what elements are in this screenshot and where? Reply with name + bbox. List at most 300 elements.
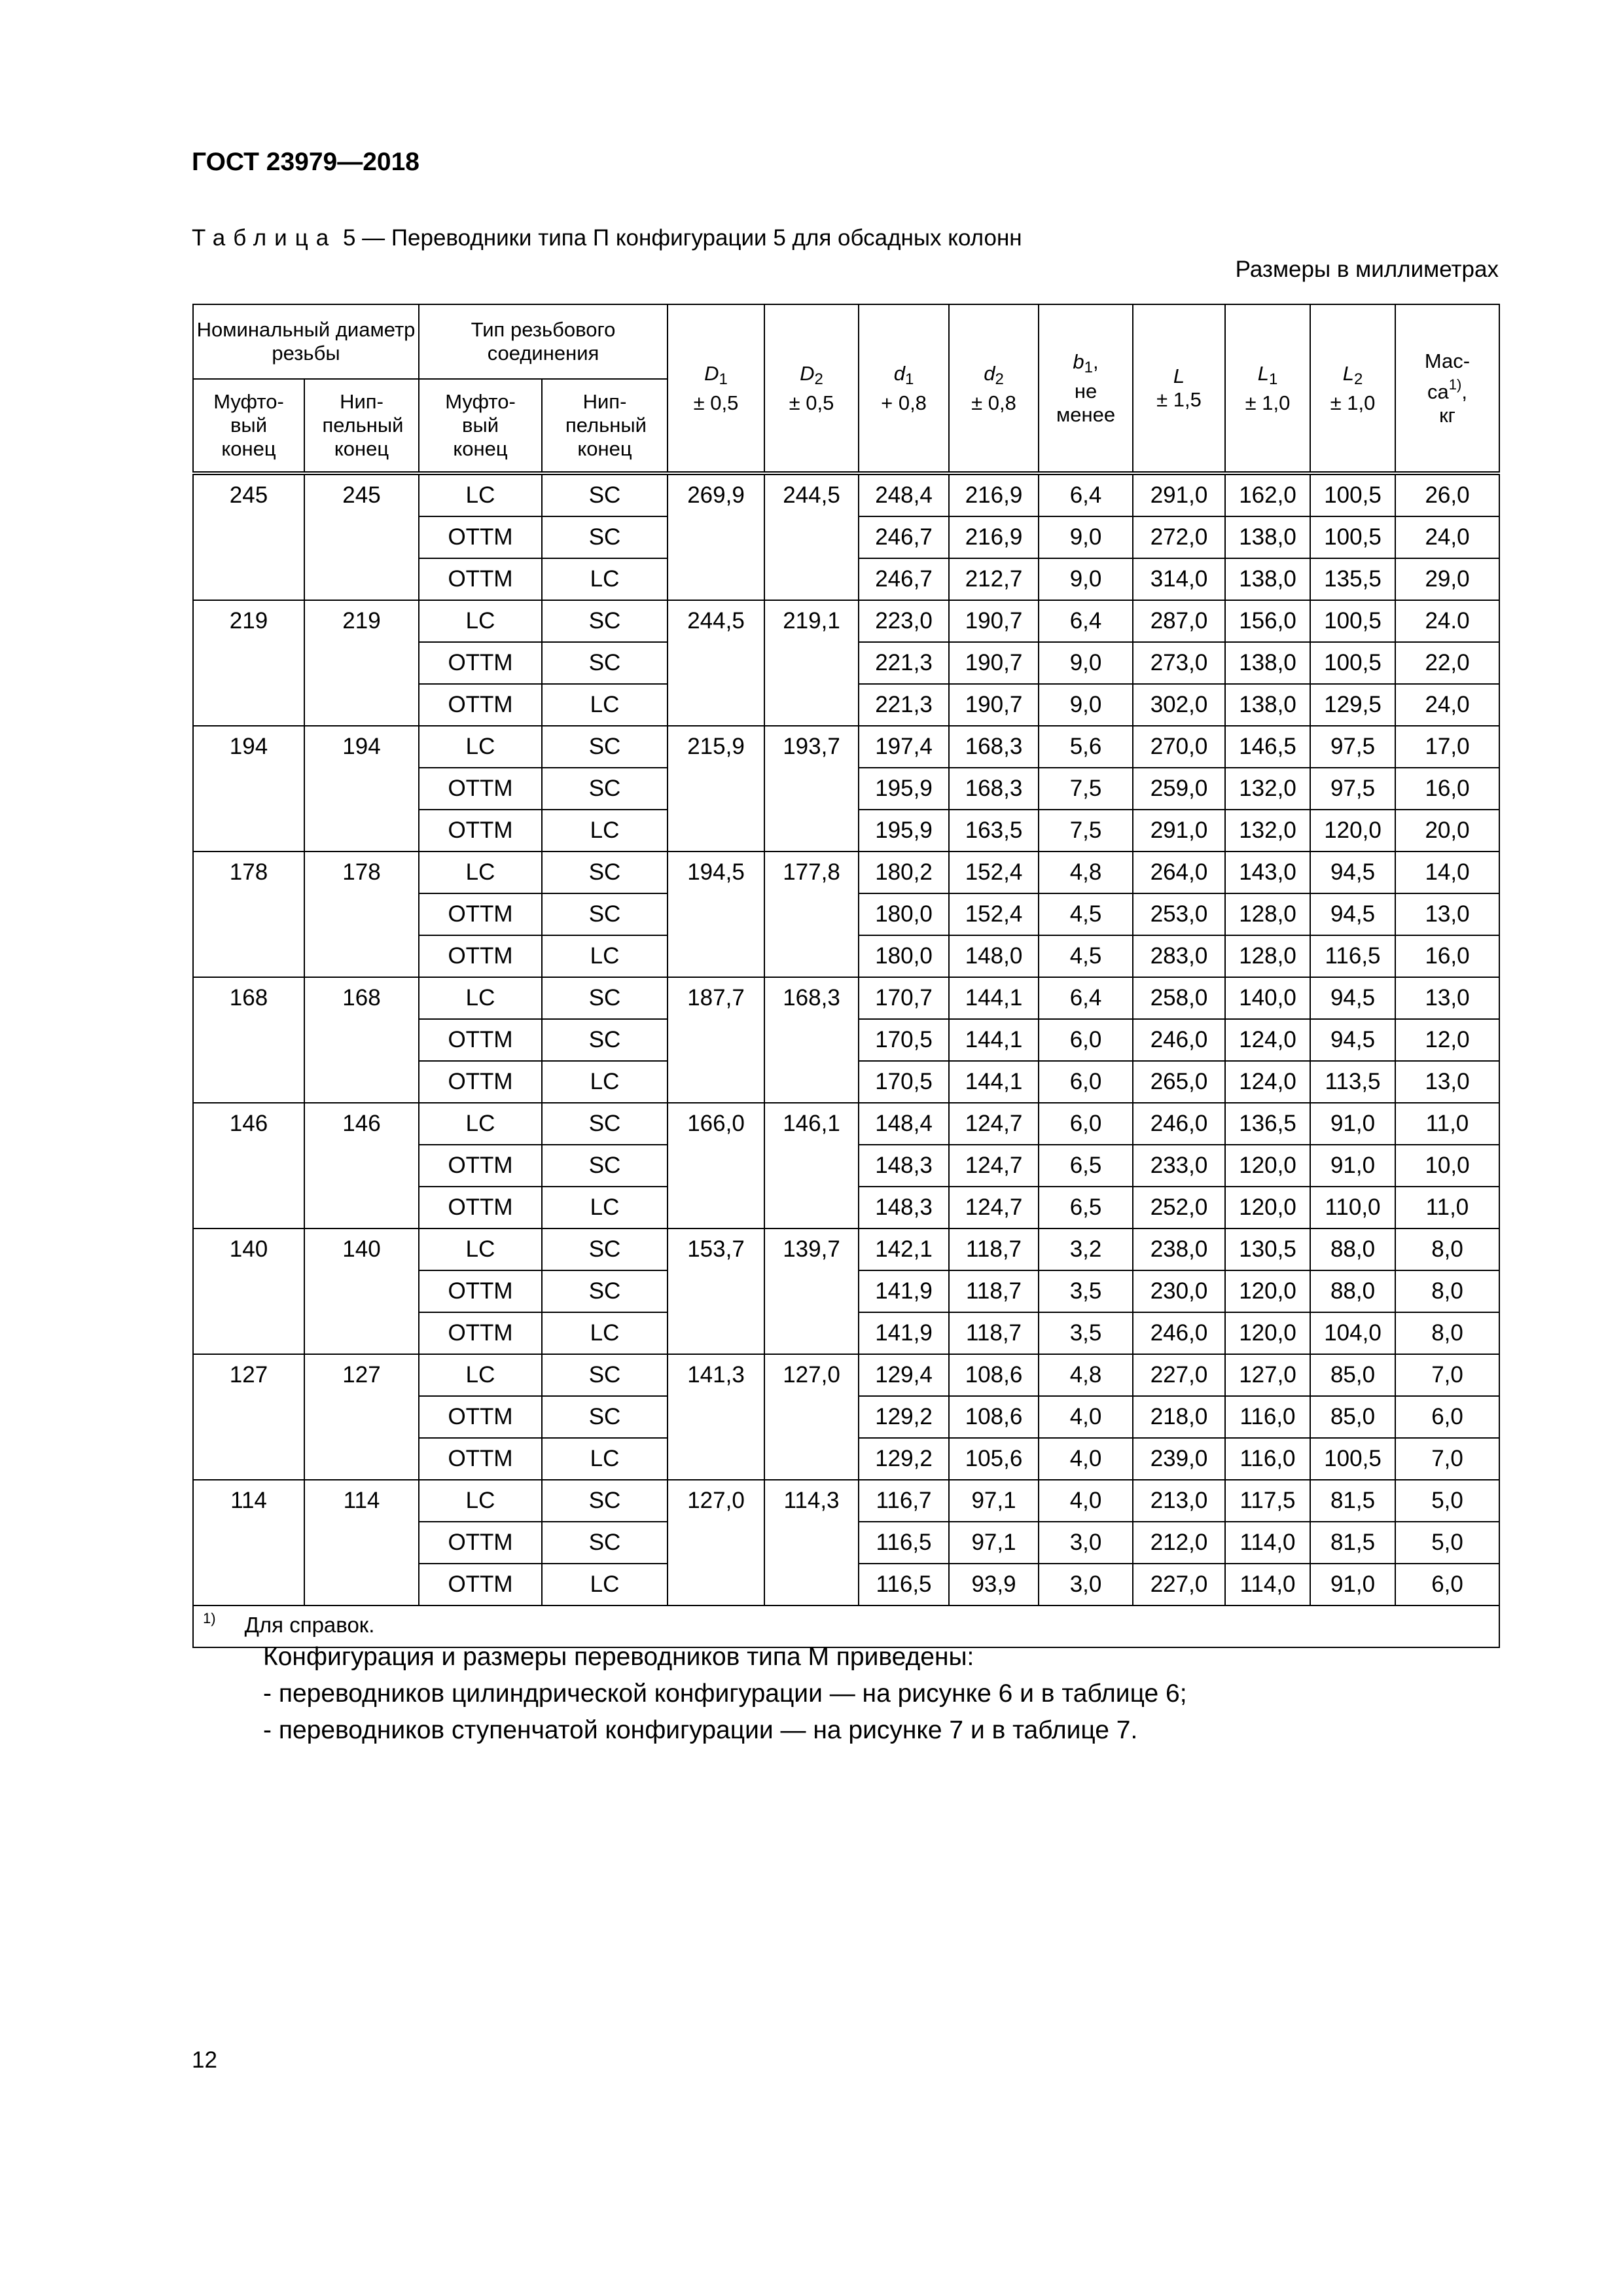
cell-nominal-coupling: 168 [193, 977, 304, 1103]
cell-L1: 138,0 [1225, 684, 1310, 726]
cell-L: 258,0 [1133, 977, 1225, 1019]
cell-mass: 8,0 [1395, 1270, 1499, 1312]
cell-D1: 244,5 [668, 600, 764, 726]
cell-L1: 117,5 [1225, 1480, 1310, 1522]
cell-L1: 128,0 [1225, 935, 1310, 977]
cell-d2: 97,1 [949, 1480, 1039, 1522]
cell-b1: 6,5 [1039, 1145, 1133, 1187]
cell-b1: 4,8 [1039, 1354, 1133, 1396]
cell-mass: 29,0 [1395, 558, 1499, 600]
cell-d2: 105,6 [949, 1438, 1039, 1480]
cell-D2: 127,0 [764, 1354, 859, 1480]
cell-L1: 132,0 [1225, 768, 1310, 810]
cell-D2: 139,7 [764, 1229, 859, 1354]
cell-D2: 146,1 [764, 1103, 859, 1229]
cell-thread-nipple: SC [542, 852, 668, 893]
header-L: L ± 1,5 [1133, 304, 1225, 473]
note-line: - переводников цилиндрической конфигурации — на рисунке 6 и в таблице 6; [263, 1679, 1187, 1708]
header-thread-type: Тип резьбового соединения [419, 304, 668, 379]
cell-L1: 120,0 [1225, 1187, 1310, 1229]
cell-thread-nipple: SC [542, 977, 668, 1019]
cell-L: 291,0 [1133, 810, 1225, 852]
cell-L2: 88,0 [1310, 1229, 1395, 1270]
cell-L1: 146,5 [1225, 726, 1310, 768]
cell-b1: 9,0 [1039, 684, 1133, 726]
cell-thread-nipple: SC [542, 1103, 668, 1145]
cell-thread-nipple: SC [542, 768, 668, 810]
cell-L1: 136,5 [1225, 1103, 1310, 1145]
cell-thread-nipple: SC [542, 1354, 668, 1396]
table-title-text: 5 — Переводники типа П конфигурации 5 для обсадных колонн [336, 225, 1022, 251]
cell-thread-coupling: ОТТМ [419, 1396, 542, 1438]
cell-d2: 144,1 [949, 1061, 1039, 1103]
cell-thread-nipple: SC [542, 1145, 668, 1187]
cell-mass: 12,0 [1395, 1019, 1499, 1061]
cell-L2: 97,5 [1310, 768, 1395, 810]
cell-L1: 138,0 [1225, 642, 1310, 684]
cell-nominal-nipple: 245 [304, 473, 419, 600]
cell-mass: 13,0 [1395, 1061, 1499, 1103]
table-row [193, 600, 1499, 642]
cell-L2: 100,5 [1310, 473, 1395, 516]
cell-d1: 195,9 [859, 810, 949, 852]
cell-nominal-nipple: 127 [304, 1354, 419, 1480]
cell-mass: 6,0 [1395, 1396, 1499, 1438]
cell-thread-coupling: ОТТМ [419, 1312, 542, 1354]
cell-d2: 144,1 [949, 977, 1039, 1019]
document-code: ГОСТ 23979—2018 [192, 148, 419, 176]
cell-mass: 22,0 [1395, 642, 1499, 684]
cell-L1: 120,0 [1225, 1145, 1310, 1187]
cell-d2: 152,4 [949, 893, 1039, 935]
table-body [193, 473, 1499, 1605]
cell-thread-coupling: LC [419, 1229, 542, 1270]
header-d2: $d_2$ ± 0,8 [949, 304, 1039, 473]
cell-d2: 163,5 [949, 810, 1039, 852]
cell-thread-coupling: LC [419, 852, 542, 893]
cell-d2: 152,4 [949, 852, 1039, 893]
cell-d2: 144,1 [949, 1019, 1039, 1061]
cell-L: 246,0 [1133, 1103, 1225, 1145]
cell-b1: 3,0 [1039, 1564, 1133, 1605]
cell-mass: 16,0 [1395, 768, 1499, 810]
cell-mass: 8,0 [1395, 1229, 1499, 1270]
cell-mass: 24,0 [1395, 516, 1499, 558]
cell-mass: 24.0 [1395, 600, 1499, 642]
cell-L: 314,0 [1133, 558, 1225, 600]
cell-d1: 223,0 [859, 600, 949, 642]
cell-d1: 129,2 [859, 1396, 949, 1438]
cell-b1: 9,0 [1039, 642, 1133, 684]
cell-thread-coupling: ОТТМ [419, 558, 542, 600]
cell-thread-nipple: LC [542, 1061, 668, 1103]
cell-D2: 114,3 [764, 1480, 859, 1605]
header-thread-coupling: Муфто-вый конец [419, 379, 542, 473]
cell-d1: 170,5 [859, 1061, 949, 1103]
cell-L: 302,0 [1133, 684, 1225, 726]
cell-D2: 219,1 [764, 600, 859, 726]
cell-thread-nipple: SC [542, 1019, 668, 1061]
cell-L1: 138,0 [1225, 516, 1310, 558]
cell-thread-coupling: ОТТМ [419, 768, 542, 810]
cell-d1: 248,4 [859, 473, 949, 516]
cell-L1: 120,0 [1225, 1312, 1310, 1354]
cell-b1: 4,0 [1039, 1438, 1133, 1480]
cell-b1: 7,5 [1039, 810, 1133, 852]
cell-d1: 148,4 [859, 1103, 949, 1145]
cell-nominal-nipple: 178 [304, 852, 419, 977]
cell-L1: 138,0 [1225, 558, 1310, 600]
cell-D2: 168,3 [764, 977, 859, 1103]
cell-L2: 94,5 [1310, 893, 1395, 935]
cell-L: 227,0 [1133, 1564, 1225, 1605]
cell-thread-coupling: ОТТМ [419, 1145, 542, 1187]
cell-thread-coupling: LC [419, 977, 542, 1019]
cell-mass: 5,0 [1395, 1480, 1499, 1522]
cell-L: 272,0 [1133, 516, 1225, 558]
cell-d1: 148,3 [859, 1145, 949, 1187]
cell-nominal-coupling: 127 [193, 1354, 304, 1480]
cell-d2: 216,9 [949, 473, 1039, 516]
cell-mass: 11,0 [1395, 1187, 1499, 1229]
cell-thread-nipple: SC [542, 600, 668, 642]
table-row [193, 1103, 1499, 1145]
cell-thread-coupling: LC [419, 473, 542, 516]
cell-d1: 141,9 [859, 1312, 949, 1354]
cell-D1: 215,9 [668, 726, 764, 852]
cell-nominal-nipple: 114 [304, 1480, 419, 1605]
cell-mass: 17,0 [1395, 726, 1499, 768]
cell-nominal-coupling: 178 [193, 852, 304, 977]
cell-mass: 7,0 [1395, 1438, 1499, 1480]
cell-b1: 3,5 [1039, 1312, 1133, 1354]
cell-thread-nipple: LC [542, 1187, 668, 1229]
cell-L1: 156,0 [1225, 600, 1310, 642]
cell-d2: 124,7 [949, 1145, 1039, 1187]
cell-mass: 20,0 [1395, 810, 1499, 852]
cell-L2: 91,0 [1310, 1145, 1395, 1187]
cell-d2: 118,7 [949, 1229, 1039, 1270]
header-d1: $d_1$ + 0,8 [859, 304, 949, 473]
table-row [193, 977, 1499, 1019]
cell-L: 239,0 [1133, 1438, 1225, 1480]
cell-mass: 13,0 [1395, 977, 1499, 1019]
cell-mass: 13,0 [1395, 893, 1499, 935]
cell-mass: 26,0 [1395, 473, 1499, 516]
cell-L1: 124,0 [1225, 1061, 1310, 1103]
header-mass: Мас- $са^{1)}$, кг [1395, 304, 1499, 473]
cell-L1: 162,0 [1225, 473, 1310, 516]
cell-L2: 85,0 [1310, 1354, 1395, 1396]
cell-thread-coupling: ОТТМ [419, 1270, 542, 1312]
cell-d1: 246,7 [859, 558, 949, 600]
cell-d2: 124,7 [949, 1187, 1039, 1229]
cell-mass: 6,0 [1395, 1564, 1499, 1605]
cell-thread-coupling: ОТТМ [419, 935, 542, 977]
cell-b1: 3,0 [1039, 1522, 1133, 1564]
cell-d2: 168,3 [949, 768, 1039, 810]
cell-b1: 4,0 [1039, 1396, 1133, 1438]
cell-D2: 177,8 [764, 852, 859, 977]
cell-d1: 116,7 [859, 1480, 949, 1522]
cell-nominal-nipple: 219 [304, 600, 419, 726]
cell-L1: 143,0 [1225, 852, 1310, 893]
cell-thread-nipple: LC [542, 558, 668, 600]
table-title [192, 225, 1022, 251]
cell-thread-coupling: ОТТМ [419, 516, 542, 558]
cell-thread-coupling: LC [419, 600, 542, 642]
cell-b1: 4,8 [1039, 852, 1133, 893]
header-nominal-diameter: Номинальный диаметр резьбы [193, 304, 419, 379]
cell-b1: 6,0 [1039, 1103, 1133, 1145]
cell-d1: 180,2 [859, 852, 949, 893]
cell-L2: 100,5 [1310, 516, 1395, 558]
cell-nominal-coupling: 140 [193, 1229, 304, 1354]
cell-b1: 3,2 [1039, 1229, 1133, 1270]
table-row [193, 726, 1499, 768]
cell-L1: 132,0 [1225, 810, 1310, 852]
cell-L2: 100,5 [1310, 1438, 1395, 1480]
cell-d1: 142,1 [859, 1229, 949, 1270]
cell-L1: 124,0 [1225, 1019, 1310, 1061]
cell-d2: 168,3 [949, 726, 1039, 768]
header-L2: $L_2$ ± 1,0 [1310, 304, 1395, 473]
cell-D1: 187,7 [668, 977, 764, 1103]
cell-b1: 6,4 [1039, 600, 1133, 642]
cell-nominal-nipple: 168 [304, 977, 419, 1103]
cell-b1: 6,4 [1039, 977, 1133, 1019]
adapters-table [192, 304, 1500, 1648]
cell-b1: 9,0 [1039, 558, 1133, 600]
cell-L1: 120,0 [1225, 1270, 1310, 1312]
cell-mass: 16,0 [1395, 935, 1499, 977]
cell-thread-nipple: SC [542, 1270, 668, 1312]
cell-D2: 244,5 [764, 473, 859, 600]
footnote-text: Для справок. [244, 1613, 375, 1637]
cell-d1: 170,5 [859, 1019, 949, 1061]
cell-d2: 124,7 [949, 1103, 1039, 1145]
cell-L1: 114,0 [1225, 1564, 1310, 1605]
cell-thread-nipple: LC [542, 1564, 668, 1605]
cell-d1: 180,0 [859, 893, 949, 935]
cell-L: 291,0 [1133, 473, 1225, 516]
cell-mass: 14,0 [1395, 852, 1499, 893]
cell-L1: 114,0 [1225, 1522, 1310, 1564]
cell-d1: 116,5 [859, 1564, 949, 1605]
cell-thread-nipple: LC [542, 1312, 668, 1354]
cell-nominal-nipple: 194 [304, 726, 419, 852]
cell-b1: 4,5 [1039, 893, 1133, 935]
cell-thread-nipple: SC [542, 473, 668, 516]
table-row [193, 852, 1499, 893]
cell-thread-nipple: SC [542, 516, 668, 558]
cell-L: 230,0 [1133, 1270, 1225, 1312]
cell-b1: 9,0 [1039, 516, 1133, 558]
cell-L: 264,0 [1133, 852, 1225, 893]
cell-d1: 180,0 [859, 935, 949, 977]
cell-L: 273,0 [1133, 642, 1225, 684]
cell-L2: 135,5 [1310, 558, 1395, 600]
cell-d1: 129,2 [859, 1438, 949, 1480]
header-thread-nipple: Нип-пельный конец [542, 379, 668, 473]
cell-nominal-coupling: 194 [193, 726, 304, 852]
cell-d2: 97,1 [949, 1522, 1039, 1564]
cell-L: 246,0 [1133, 1312, 1225, 1354]
header-b1: $b_1$, не менее [1039, 304, 1133, 473]
cell-d2: 93,9 [949, 1564, 1039, 1605]
header-nominal-coupling: Муфто-вый конец [193, 379, 304, 473]
note-line: - переводников ступенчатой конфигурации — на рисунке 7 и в таблице 7. [263, 1716, 1138, 1744]
cell-L2: 100,5 [1310, 600, 1395, 642]
cell-L2: 81,5 [1310, 1480, 1395, 1522]
cell-L: 253,0 [1133, 893, 1225, 935]
cell-L2: 120,0 [1310, 810, 1395, 852]
cell-thread-coupling: LC [419, 1480, 542, 1522]
cell-L2: 94,5 [1310, 1019, 1395, 1061]
cell-thread-coupling: ОТТМ [419, 810, 542, 852]
cell-d1: 116,5 [859, 1522, 949, 1564]
cell-nominal-coupling: 114 [193, 1480, 304, 1605]
cell-thread-nipple: SC [542, 726, 668, 768]
units-caption: Размеры в миллиметрах [1235, 257, 1499, 282]
cell-L: 233,0 [1133, 1145, 1225, 1187]
cell-d2: 190,7 [949, 684, 1039, 726]
cell-d1: 148,3 [859, 1187, 949, 1229]
page-number: 12 [192, 2047, 217, 2073]
cell-thread-coupling: ОТТМ [419, 642, 542, 684]
cell-thread-coupling: ОТТМ [419, 1019, 542, 1061]
cell-mass: 10,0 [1395, 1145, 1499, 1187]
cell-D1: 141,3 [668, 1354, 764, 1480]
footnote-mark: 1) [203, 1610, 216, 1626]
cell-mass: 5,0 [1395, 1522, 1499, 1564]
cell-nominal-nipple: 146 [304, 1103, 419, 1229]
cell-d1: 221,3 [859, 684, 949, 726]
cell-D1: 194,5 [668, 852, 764, 977]
cell-thread-nipple: SC [542, 1522, 668, 1564]
header-D2: $D_2$ ± 0,5 [764, 304, 859, 473]
cell-b1: 4,5 [1039, 935, 1133, 977]
cell-b1: 7,5 [1039, 768, 1133, 810]
cell-L: 213,0 [1133, 1480, 1225, 1522]
cell-D1: 166,0 [668, 1103, 764, 1229]
cell-b1: 5,6 [1039, 726, 1133, 768]
cell-L2: 110,0 [1310, 1187, 1395, 1229]
cell-L: 212,0 [1133, 1522, 1225, 1564]
cell-b1: 6,4 [1039, 473, 1133, 516]
cell-thread-nipple: SC [542, 642, 668, 684]
note-line: Конфигурация и размеры переводников типа М приведены: [263, 1643, 974, 1671]
cell-L1: 130,5 [1225, 1229, 1310, 1270]
cell-L2: 81,5 [1310, 1522, 1395, 1564]
cell-D2: 193,7 [764, 726, 859, 852]
cell-d1: 246,7 [859, 516, 949, 558]
cell-L2: 91,0 [1310, 1564, 1395, 1605]
cell-L: 252,0 [1133, 1187, 1225, 1229]
cell-d2: 118,7 [949, 1270, 1039, 1312]
cell-d2: 118,7 [949, 1312, 1039, 1354]
cell-thread-nipple: LC [542, 810, 668, 852]
cell-d2: 216,9 [949, 516, 1039, 558]
table-row [193, 1354, 1499, 1396]
cell-thread-coupling: LC [419, 726, 542, 768]
cell-L: 283,0 [1133, 935, 1225, 977]
cell-L2: 129,5 [1310, 684, 1395, 726]
cell-D1: 153,7 [668, 1229, 764, 1354]
cell-d1: 170,7 [859, 977, 949, 1019]
cell-L: 238,0 [1133, 1229, 1225, 1270]
cell-L: 218,0 [1133, 1396, 1225, 1438]
cell-L2: 97,5 [1310, 726, 1395, 768]
cell-d1: 221,3 [859, 642, 949, 684]
notes-block [263, 1639, 1187, 1749]
cell-thread-nipple: SC [542, 1480, 668, 1522]
cell-thread-coupling: LC [419, 1354, 542, 1396]
cell-L: 246,0 [1133, 1019, 1225, 1061]
cell-mass: 7,0 [1395, 1354, 1499, 1396]
cell-d2: 148,0 [949, 935, 1039, 977]
cell-thread-coupling: ОТТМ [419, 1522, 542, 1564]
cell-thread-coupling: ОТТМ [419, 1564, 542, 1605]
cell-thread-nipple: SC [542, 1396, 668, 1438]
cell-thread-coupling: ОТТМ [419, 1061, 542, 1103]
header-D1: $D_1$ ± 0,5 [668, 304, 764, 473]
cell-L: 259,0 [1133, 768, 1225, 810]
cell-L: 227,0 [1133, 1354, 1225, 1396]
cell-d1: 129,4 [859, 1354, 949, 1396]
cell-d2: 190,7 [949, 642, 1039, 684]
cell-L: 287,0 [1133, 600, 1225, 642]
cell-mass: 24,0 [1395, 684, 1499, 726]
table-row [193, 1229, 1499, 1270]
cell-nominal-coupling: 219 [193, 600, 304, 726]
cell-L2: 94,5 [1310, 977, 1395, 1019]
cell-d1: 195,9 [859, 768, 949, 810]
cell-L1: 116,0 [1225, 1438, 1310, 1480]
cell-mass: 8,0 [1395, 1312, 1499, 1354]
cell-nominal-coupling: 245 [193, 473, 304, 600]
cell-L: 265,0 [1133, 1061, 1225, 1103]
table-row [193, 473, 1499, 516]
cell-thread-nipple: SC [542, 893, 668, 935]
cell-thread-coupling: LC [419, 1103, 542, 1145]
cell-thread-nipple: LC [542, 935, 668, 977]
cell-L1: 128,0 [1225, 893, 1310, 935]
cell-nominal-nipple: 140 [304, 1229, 419, 1354]
cell-d2: 190,7 [949, 600, 1039, 642]
table-title-prefix: Таблица [192, 225, 337, 251]
cell-thread-coupling: ОТТМ [419, 1187, 542, 1229]
cell-L2: 113,5 [1310, 1061, 1395, 1103]
cell-d1: 141,9 [859, 1270, 949, 1312]
cell-L: 270,0 [1133, 726, 1225, 768]
cell-L2: 85,0 [1310, 1396, 1395, 1438]
cell-thread-coupling: ОТТМ [419, 893, 542, 935]
table-row [193, 1480, 1499, 1522]
cell-D1: 269,9 [668, 473, 764, 600]
cell-L2: 100,5 [1310, 642, 1395, 684]
cell-thread-coupling: ОТТМ [419, 1438, 542, 1480]
cell-L1: 116,0 [1225, 1396, 1310, 1438]
cell-b1: 6,5 [1039, 1187, 1133, 1229]
cell-L1: 127,0 [1225, 1354, 1310, 1396]
header-L1: $L_1$ ± 1,0 [1225, 304, 1310, 473]
cell-d1: 197,4 [859, 726, 949, 768]
cell-d2: 212,7 [949, 558, 1039, 600]
cell-d2: 108,6 [949, 1354, 1039, 1396]
cell-b1: 4,0 [1039, 1480, 1133, 1522]
cell-mass: 11,0 [1395, 1103, 1499, 1145]
